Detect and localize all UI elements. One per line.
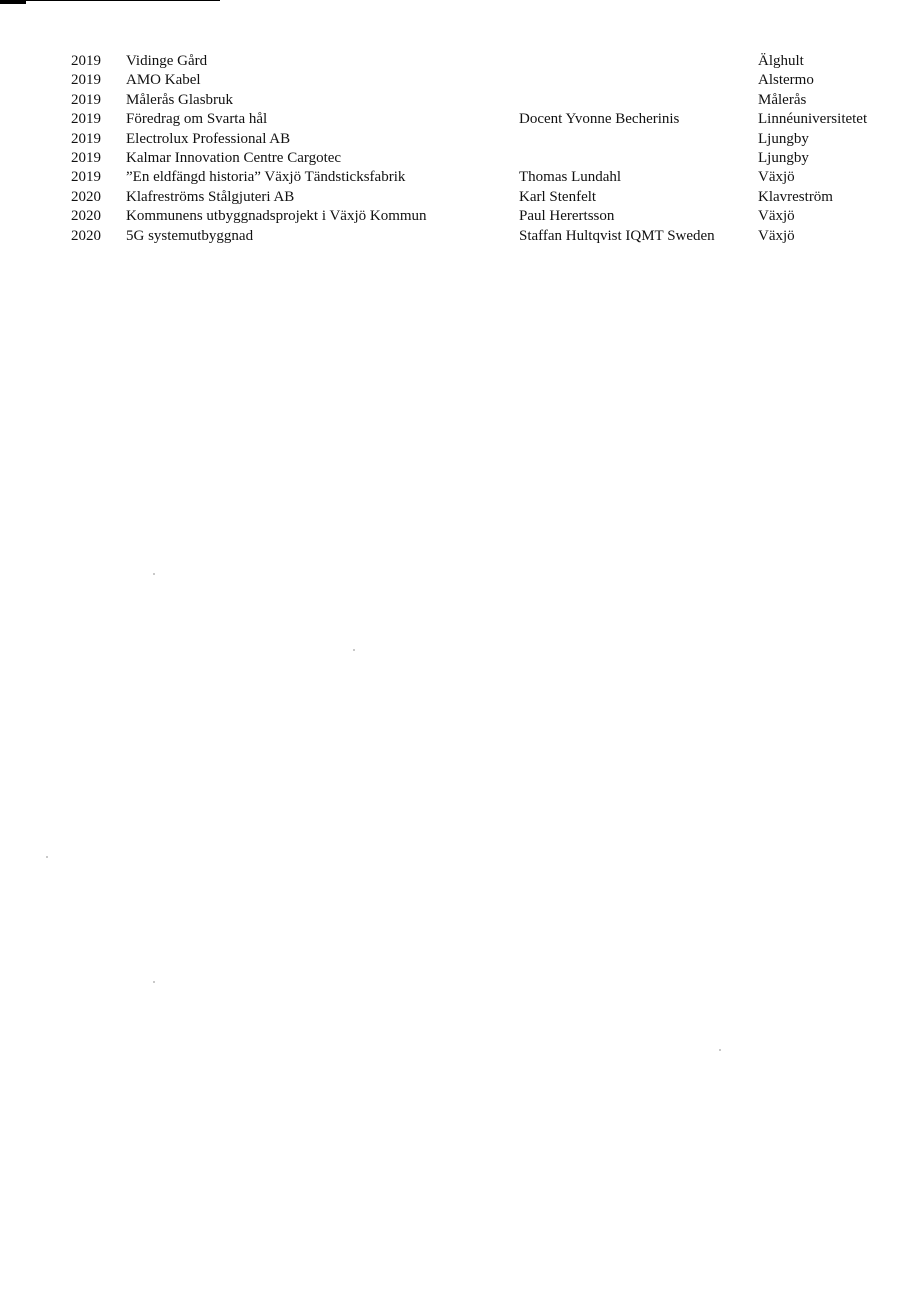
row-year: 2019 [71,53,101,69]
row-place: Linnéuniversitetet [758,111,868,128]
row-place: Ljungby [758,130,809,147]
row-year: 2019 [71,169,101,186]
list-row [0,110,918,129]
list-row [0,52,918,71]
row-title: Electrolux Professional AB [126,130,291,147]
scan-speck [153,573,155,575]
row-place: Alstermo [758,72,814,89]
scan-edge-line [26,0,220,1]
row-title: Föredrag om Svarta hål [126,111,268,128]
row-year: 2020 [71,188,101,205]
row-title: Kommunens utbyggnadsprojekt i Växjö Kommun [126,208,427,225]
row-year: 2019 [71,149,101,166]
row-year: 2019 [71,130,101,147]
row-title: ”En eldfängd historia” Växjö Tändsticksfabrik [126,169,406,186]
row-year: 2020 [71,227,101,244]
row-title: Kalmar Innovation Centre Cargotec [126,149,342,166]
list-row [0,168,918,187]
row-person: Thomas Lundahl [519,169,622,186]
scan-speck [46,856,48,858]
row-place: Växjö [758,208,795,225]
row-person: Docent Yvonne Becherinis [519,111,680,128]
row-place: Klavreström [758,188,833,205]
list-row [0,130,918,149]
row-title: AMO Kabel [126,72,201,89]
list-row [0,91,918,110]
row-year: 2019 [71,72,101,89]
row-person: Karl Stenfelt [519,188,597,205]
row-title: 5G systemutbyggnad [126,227,254,244]
row-year: 2019 [71,111,101,128]
list-row [0,149,918,168]
list-row [0,207,918,226]
list-row [0,227,918,246]
row-title: Målerås Glasbruk [126,91,234,108]
row-year: 2019 [71,91,101,108]
row-place: Ljungby [758,149,809,166]
scan-speck [153,981,155,983]
list-row [0,188,918,207]
row-place: Växjö [758,169,795,186]
row-place: Målerås [758,91,807,108]
scan-speck [719,1049,721,1051]
row-person: Paul Herertsson [519,208,615,225]
row-year: 2020 [71,208,101,225]
row-title: Vidinge Gård [126,53,208,69]
visit-list [0,52,918,246]
scan-edge-mark [0,0,26,4]
list-row [0,71,918,90]
row-title: Klafreströms Stålgjuteri AB [126,188,295,205]
scan-speck [353,649,355,651]
row-person: Staffan Hultqvist IQMT Sweden [519,227,715,244]
row-place: Växjö [758,227,795,244]
row-place: Älghult [758,53,804,69]
